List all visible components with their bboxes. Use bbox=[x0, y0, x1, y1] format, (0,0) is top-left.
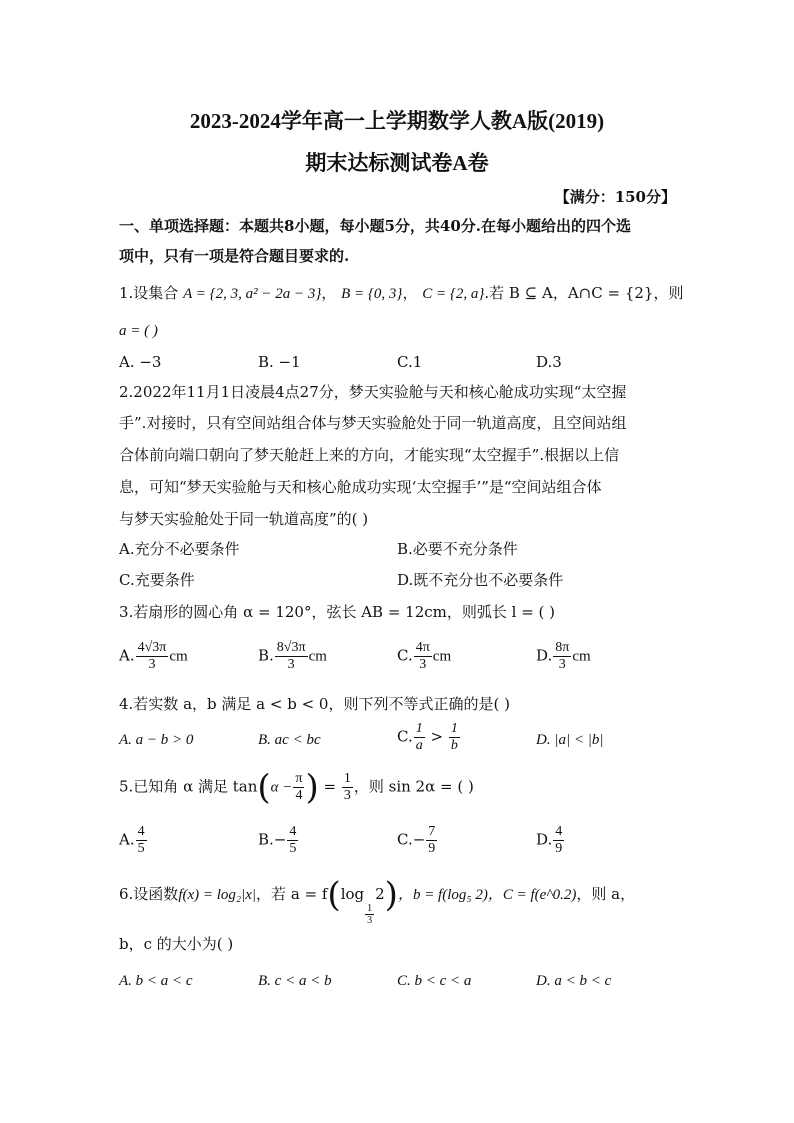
q4-option-c-label: C. bbox=[397, 727, 413, 746]
q4-c-left-num: 1 bbox=[415, 721, 423, 736]
q4-c-right-den: b bbox=[450, 738, 458, 753]
q6-stem-line-1: 6.设函数f(x) = log₂|x|，若 a = f(log $\frac{1}{3}$ 2)，b = f(log₅ 2)，C = f(e^0.2)，则 a， bbox=[119, 875, 636, 926]
q3-option-c-den: 3 bbox=[419, 657, 427, 672]
q5-option-d-label: D. bbox=[536, 830, 553, 849]
q4-option-d[interactable]: D. |a| < |b| bbox=[536, 732, 604, 748]
q5-option-d[interactable] bbox=[536, 824, 565, 857]
q3-option-d-unit: cm bbox=[572, 648, 591, 665]
q6-option-c[interactable]: C. b < c < a bbox=[397, 973, 472, 989]
q5-d-num: 4 bbox=[555, 824, 563, 839]
q3-option-a-unit: cm bbox=[169, 648, 188, 665]
q5-eq-num: 1 bbox=[343, 771, 351, 786]
q1-prefix: 1.设集合 bbox=[119, 284, 179, 302]
q5-d-den: 9 bbox=[555, 841, 563, 856]
q2-option-b[interactable]: B.必要不充分条件 bbox=[397, 540, 518, 558]
q5-pi-fraction bbox=[293, 771, 304, 804]
question-1-stem: 1.设集合 A = {2, 3, a² − 2a − 3}， B = {0, 3}， C = {2, a}.若 B ⊆ A，A∩C = {2}，则 bbox=[119, 284, 684, 302]
q1-option-d[interactable]: D.3 bbox=[536, 353, 562, 371]
q3-option-a-den: 3 bbox=[148, 657, 156, 672]
q5-c-den: 9 bbox=[428, 841, 436, 856]
q3-option-a-fraction bbox=[136, 640, 169, 673]
q4-option-c-right-fraction bbox=[449, 721, 460, 754]
q2-line-5: 与梦天实验舱处于同一轨道高度”的( ) bbox=[119, 510, 369, 528]
q3-option-b-label: B. bbox=[258, 646, 274, 665]
q6-tail: ，则 a， bbox=[576, 885, 636, 903]
q6-option-b[interactable]: B. c < a < b bbox=[258, 973, 332, 989]
q5-option-a-label: A. bbox=[119, 830, 135, 849]
q5-option-d-fraction bbox=[553, 824, 564, 857]
q5-right-paren: ) bbox=[305, 767, 319, 808]
q5-prefix: 5.已知角 α 满足 tan bbox=[119, 777, 258, 796]
q5-b-num: 4 bbox=[289, 824, 297, 839]
q5-option-c-label: C. bbox=[397, 830, 413, 849]
q6-log-arg: 2 bbox=[375, 885, 385, 903]
q2-line-2: 手”.对接时，只有空间站组合体与梦天实验舱处于同一轨道高度，且空间站组 bbox=[119, 414, 627, 432]
q5-a-num: 4 bbox=[137, 824, 145, 839]
q3-option-d-label: D. bbox=[536, 646, 553, 665]
q2-line-4: 息，可知“梦天实验舱与天和核心舱成功实现‘太空握手’”是“空间站组合体 bbox=[119, 478, 602, 496]
q1-condition: .若 B ⊆ A，A∩C = {2}，则 bbox=[484, 284, 684, 302]
q4-option-a[interactable]: A. a − b > 0 bbox=[119, 732, 194, 748]
q6-option-a[interactable]: A. b < a < c bbox=[119, 973, 193, 989]
q5-pi-num: π bbox=[295, 771, 303, 786]
q3-option-c-unit: cm bbox=[432, 648, 452, 665]
q5-option-c[interactable] bbox=[397, 824, 438, 857]
q5-option-a-fraction bbox=[136, 824, 147, 857]
q1-set-c: C = {2, a} bbox=[422, 286, 485, 302]
q6-func: f(x) = log₂|x| bbox=[178, 887, 257, 903]
section-heading-line2: 项中，只有一项是符合题目要求的. bbox=[119, 247, 350, 265]
q3-option-d-num: 8π bbox=[555, 640, 570, 655]
q3-option-a[interactable] bbox=[119, 640, 188, 673]
q3-option-c-fraction bbox=[414, 640, 432, 673]
q3-option-b-den: 3 bbox=[287, 657, 295, 672]
q5-pi-den: 4 bbox=[295, 788, 303, 803]
q5-option-b[interactable] bbox=[258, 824, 299, 857]
q2-line-1: 2.2022年11月1日凌晨4点27分，梦天实验舱与天和核心舱成功实现“太空握 bbox=[119, 383, 627, 401]
section-heading-line1: 一、单项选择题：本题共8小题，每小题5分，共40分.在每小题给出的四个选 bbox=[119, 217, 631, 235]
q3-stem: 3.若扇形的圆心角 α = 120°，弦长 AB = 12cm，则弧长 l = ( ) bbox=[119, 603, 556, 621]
q6-prefix: 6.设函数 bbox=[119, 885, 179, 903]
q3-option-a-label: A. bbox=[119, 646, 135, 665]
q3-option-d[interactable] bbox=[536, 640, 591, 673]
q3-option-c-label: C. bbox=[397, 646, 413, 665]
q5-option-a[interactable] bbox=[119, 824, 148, 857]
q2-line-3: 合体前向端口朝向了梦天舱赶上来的方向，才能实现“太空握手”.根据以上信 bbox=[119, 446, 620, 464]
q6-right-paren: ) bbox=[384, 875, 398, 915]
q3-option-b-unit: cm bbox=[308, 648, 327, 665]
q2-option-d[interactable]: D.既不充分也不必要条件 bbox=[397, 571, 564, 589]
q1-option-a[interactable]: A. −3 bbox=[119, 353, 162, 371]
q5-option-c-fraction bbox=[426, 824, 437, 857]
q3-option-d-den: 3 bbox=[558, 657, 566, 672]
q3-option-b[interactable] bbox=[258, 640, 327, 673]
q5-c-num: 7 bbox=[428, 824, 436, 839]
page-title: 2023-2024学年高一上学期数学人教A版(2019) bbox=[189, 109, 605, 133]
q4-c-right-num: 1 bbox=[450, 721, 458, 736]
q6-c-part: C = f(e^0.2) bbox=[502, 887, 577, 903]
q3-option-b-num: 8√3π bbox=[276, 640, 306, 655]
q5-a-den: 5 bbox=[137, 841, 145, 856]
q5-inner: α − bbox=[270, 779, 293, 796]
q4-option-c-left-fraction bbox=[414, 721, 425, 754]
q5-option-b-sign: − bbox=[273, 830, 287, 849]
q6-option-d[interactable]: D. a < b < c bbox=[536, 973, 612, 989]
q6-log-base-fraction bbox=[365, 903, 374, 926]
q5-option-b-fraction bbox=[287, 824, 298, 857]
q6-log-base-den: 3 bbox=[367, 915, 373, 926]
q6-log-base-num: 1 bbox=[367, 903, 373, 914]
q6-left-paren: ( bbox=[327, 875, 341, 915]
q5-eq-den: 3 bbox=[343, 788, 351, 803]
q5-option-c-sign: − bbox=[412, 830, 426, 849]
q5-eq-fraction bbox=[342, 771, 353, 804]
score-label: 【满分：150分】 bbox=[554, 188, 676, 206]
q4-option-c[interactable]: C. $\frac{1}{a}$ > $\frac{1}{b}$ bbox=[397, 721, 458, 753]
q1-ask: a = ( ) bbox=[119, 323, 158, 339]
q2-option-c[interactable]: C.充要条件 bbox=[119, 571, 195, 589]
q2-option-a[interactable]: A.充分不必要条件 bbox=[119, 540, 240, 558]
q1-option-b[interactable]: B. −1 bbox=[258, 353, 301, 371]
q5-stem: 5.已知角 α 满足 tan(α − $\frac{\pi}{4}$ ) = $\frac{1}{3}$ ，则 sin 2α = ( ) bbox=[119, 767, 474, 808]
q5-option-b-label: B. bbox=[258, 830, 274, 849]
q1-set-b: B = {0, 3} bbox=[341, 286, 403, 302]
q6-ruo: ，若 a = f bbox=[256, 885, 328, 903]
q4-option-b[interactable]: B. ac < bc bbox=[258, 732, 321, 748]
q5-left-paren: ( bbox=[257, 767, 271, 808]
q3-option-a-num: 4√3π bbox=[137, 640, 167, 655]
q6-b-part: ，b = f(log₅ 2)， bbox=[397, 887, 503, 903]
q1-set-a: A = {2, 3, a² − 2a − 3} bbox=[183, 286, 322, 302]
q5-b-den: 5 bbox=[289, 841, 297, 856]
q6-stem-line-2: b，c 的大小为( ) bbox=[119, 935, 234, 953]
q3-option-d-fraction bbox=[553, 640, 571, 673]
page-subtitle: 期末达标测试卷A卷 bbox=[305, 151, 489, 175]
q3-option-c-num: 4π bbox=[415, 640, 430, 655]
q3-option-c[interactable] bbox=[397, 640, 451, 673]
q5-suffix: ，则 sin 2α = ( ) bbox=[353, 777, 474, 796]
q3-option-b-fraction bbox=[275, 640, 308, 673]
q4-c-left-den: a bbox=[415, 738, 423, 753]
q1-option-c[interactable]: C.1 bbox=[397, 353, 423, 371]
q4-stem: 4.若实数 a，b 满足 a < b < 0，则下列不等式正确的是( ) bbox=[119, 695, 510, 713]
